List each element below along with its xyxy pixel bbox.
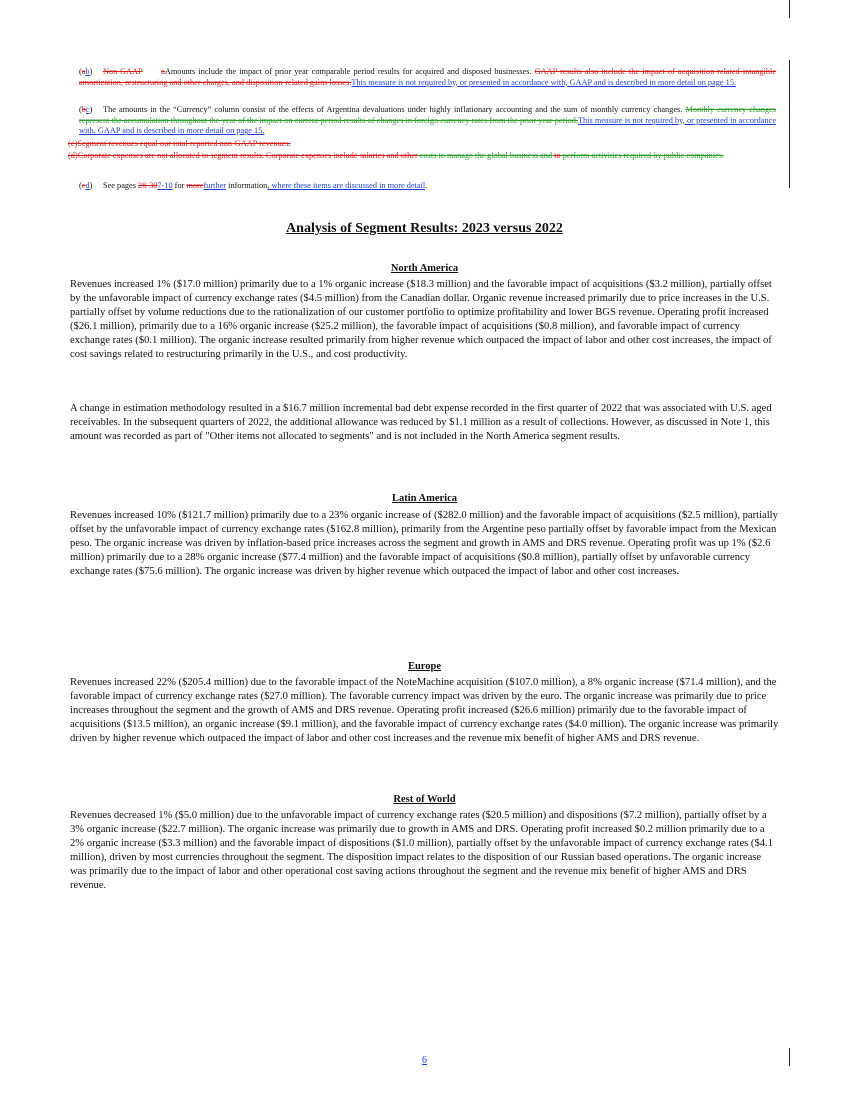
page-title: Analysis of Segment Results: 2023 versus 2022 bbox=[286, 221, 563, 236]
footnote-b-marker: (ab) bbox=[79, 67, 93, 76]
section-heading-europe: Europe bbox=[407, 661, 442, 672]
europe-paragraph-1: Revenues increased 22% ($205.4 million) due to the favorable impact of the NoteMachine acquisition ($107.0 million), a 8% organic increase ($71.4 million), and the favorable impact of currency exchange rates ($27.0 million). The favorable currency impact was driven by the euro. The organic increase was primarily due to price increases throughout the segment and the growth of AMS and DRS revenue. Operating profit increased ($26.6 million) primarily due to the favorable impact of acquisitions ($13.5 million), an organic increase ($9.1 million), and the favorable impact of currency exchange rates ($4.0 million). The organic increase was primarily driven by higher revenue which outpaced the impact of labor and other cost increases and the revenue mix benefit of higher AMS and DRS revenue. bbox=[70, 677, 779, 744]
change-bar-top bbox=[789, 0, 790, 18]
north-america-paragraph-1: Revenues increased 1% ($17.0 million) primarily due to a 1% organic increase ($18.3 million) and the favorable impact of acquisitions ($3.2 million), partially offset by the unfavorable impact of currency exchange rates ($4.5 million) from the Canadian dollar. Organic revenue increased primarily due to price increases in the U.S. partially offset by volume reductions due to the rationalization of our customer portfolio to optimize profitability and lower BGS revenue. Operating profit increased ($26.1 million), primarily due to a 16% organic increase ($25.2 million), the favorable impact of acquisitions ($0.8 million), and favorable impact of currency exchange rates ($0.1 million). The organic increase resulted primarily from higher revenue which outpaced the impact of labor and other cost increases, the impact of cost savings related to restructuring primarily in the U.S., and cost productivity. bbox=[70, 279, 772, 360]
footnote-c-deleted: (c)Segment revenues equal our total reported non-GAAP revenues. bbox=[68, 139, 291, 148]
footnote-d: (ed) See pages 28-307-10 for morefurther information, where these items are discussed in more detail. bbox=[79, 181, 428, 190]
footnote-d-marker: (ed) bbox=[79, 181, 93, 190]
change-bar-footnotes bbox=[789, 60, 790, 188]
section-heading-latin-america: Latin America bbox=[391, 493, 458, 504]
footnote-c-marker: (bc) bbox=[79, 105, 93, 114]
page-number[interactable]: 6 bbox=[422, 1055, 427, 1066]
pages-link[interactable]: 7-10 bbox=[157, 181, 173, 190]
latin-america-paragraph-1: Revenues increased 10% ($121.7 million) primarily due to a 23% organic increase of ($282.0 million) and the favorable impact of acquisitions ($2.5 million), partially offset by the unfavorable impact of currency exchange rates ($162.8 million), primarily from the Argentine peso partially offset by favorable impact from the Mexican peso. The organic increase was driven by inflation-based price increases across the segment and growth in AMS and DRS revenue. Operating profit was up 1% ($2.6 million) primarily due to a 28% organic increase ($77.4 million) and the favorable impact of acquisitions ($0.8 million), partially offset by unfavorable currency exchange rates ($75.6 million). The organic increase was driven by higher revenue which outpaced the impact of labor and other cost increases. bbox=[70, 510, 778, 577]
section-heading-rest-of-world: Rest of World bbox=[393, 794, 456, 805]
rest-of-world-paragraph-1: Revenues decreased 1% ($5.0 million) due to the unfavorable impact of currency exchange rates ($20.5 million) and dispositions ($7.2 million), partially offset by a 3% organic increase ($22.7 million). The organic increase was primarily due to growth in AMS and DRS. Operating profit increased $0.2 million primarily due to a 2% organic increase ($3.3 million) and the favorable impact of dispositions ($1.0 million), partially offset by the unfavorable impact of currency exchange rates ($4.1 million), driven by most currencies throughout the segment. The disposition impact relates to the disposition of our Russian based operations. The organic increase was primarily due to the impact of labor and other operational cost saving actions throughout the segment and the revenue mix benefit of higher AMS and DRS revenue. bbox=[70, 810, 773, 891]
footnote-d-deleted: (d)Corporate expenses are not allocated to segment results. Corporate expenses include salaries and other costs to manage the global business and to perform activities required by public companies. bbox=[68, 151, 724, 160]
footnote-c: (bc) The amounts in the “Currency” column consist of the effects of Argentina devaluations under highly inflationary accounting and the sum of monthly currency changes. Monthly currency changes represent the accumulation throughout the year of the impact on current period results of changes in foreign currency rates from the prior year period.This measure is not required by, or presented in accordance with, GAAP and is described in more detail on page 15. bbox=[79, 105, 777, 136]
north-america-paragraph-2: A change in estimation methodology resulted in a $16.7 million incremental bad debt expense recorded in the first quarter of 2022 that was associated with U.S. aged receivables. In the subsequent quarters of 2022, the additional allowance was reduced by $1.1 million as a result of collections. However, as discussed in Note 1, this amount was recorded as part of "Other items not allocated to segments" and is not included in the North America segment results. bbox=[70, 403, 772, 442]
section-heading-north-america: North America bbox=[390, 263, 459, 274]
footnote-b: (ab) Non-GAAP aAmounts include the impact of prior year comparable period results for acquired and disposed businesses. GAAP results also include the impact of acquisition-related intangible amortization, restructuring and other charges, and disposition-related gains losses.This measure is not required by, or presented in accordance with, GAAP and is described in more detail on page 15. bbox=[79, 67, 777, 87]
